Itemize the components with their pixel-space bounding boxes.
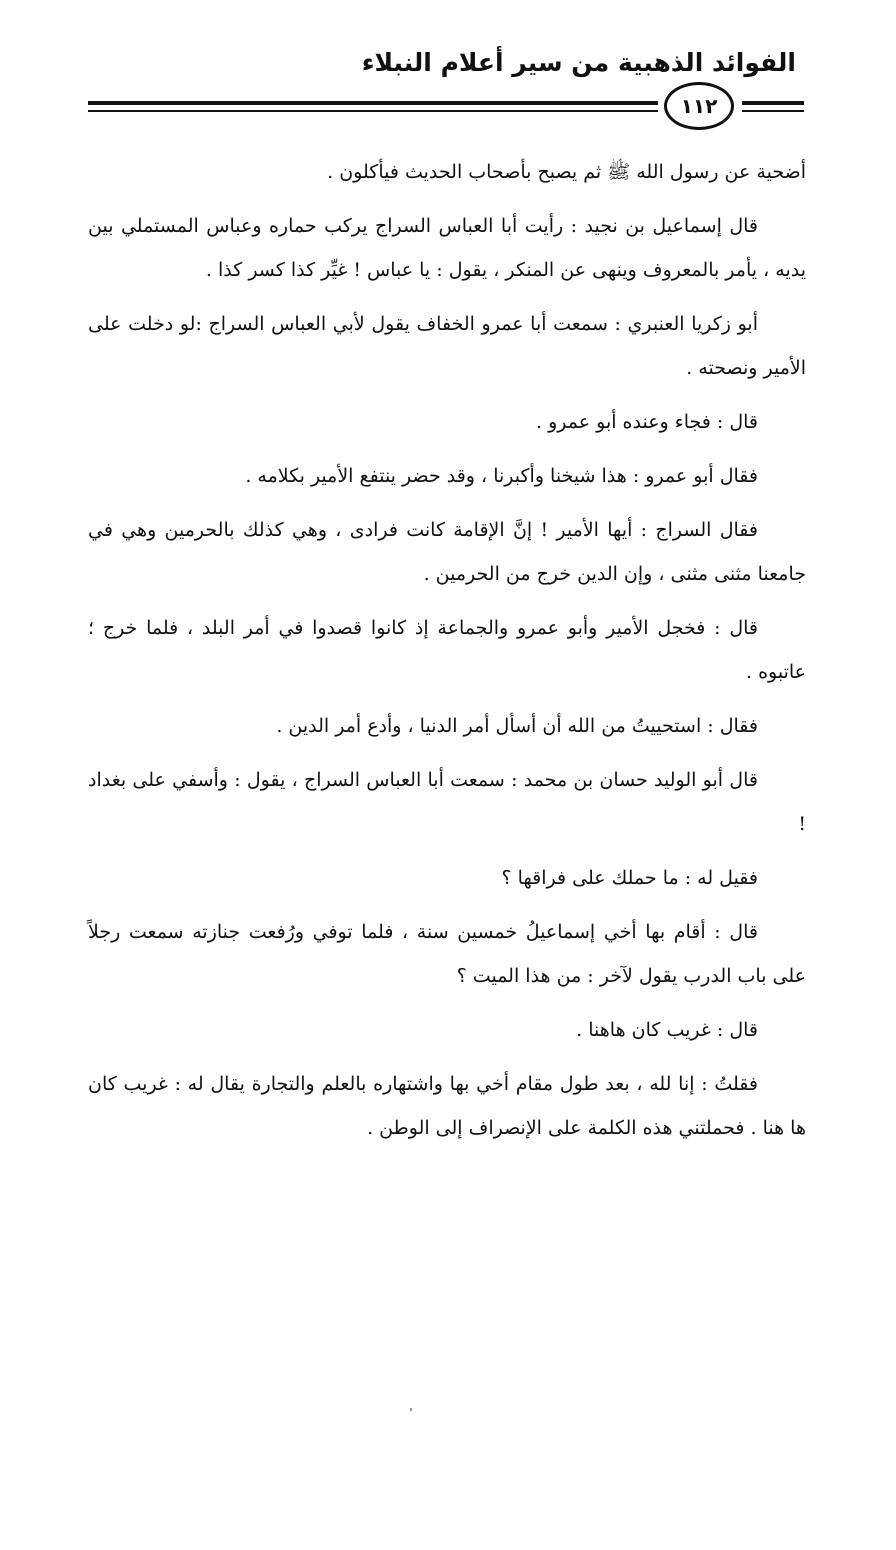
- paragraph: قال : فجاء وعنده أبو عمرو .: [536, 411, 758, 433]
- paragraph: فقال : استحييتُ من الله أن أسأل أمر الدنيا ، وأدع أمر الدين .: [276, 715, 758, 737]
- paragraph: فقيل له : ما حملك على فراقها ؟: [501, 867, 758, 889]
- paragraph: أضحية عن رسول الله ﷺ ثم يصبح بأصحاب الحديث فيأكلون .: [327, 161, 806, 183]
- header-rule-thin: [88, 110, 658, 112]
- paragraph: قال : فخجل الأمير وأبو عمرو والجماعة إذ كانوا قصدوا في أمر البلد ، فلما خرج ؛ عاتبوه .: [88, 617, 806, 683]
- paragraph: قال إسماعيل بن نجيد : رأيت أبا العباس السراج يركب حماره وعباس المستملي بين يديه ، يأمر بالمعروف وينهى عن المنكر ، يقول : يا عباس ! غيِّر كذا كسر كذا .: [88, 215, 806, 281]
- paragraph: فقلتُ : إنا لله ، بعد طول مقام أخي بها واشتهاره بالعلم والتجارة يقال له : غريب كان ها هنا . فحملتني هذه الكلمة على الإنصراف إلى الوطن .: [88, 1073, 806, 1139]
- paragraph: قال : أقام بها أخي إسماعيلُ خمسين سنة ، فلما توفي ورُفعت جنازته سمعت رجلاً على باب الدرب يقول لآخر : من هذا الميت ؟: [88, 921, 806, 987]
- header-rule-right-thin: [742, 110, 804, 112]
- scan-speck: [410, 1408, 412, 1411]
- paragraph: قال أبو الوليد حسان بن محمد : سمعت أبا العباس السراج ، يقول : وأسفي على بغداد !: [88, 769, 806, 835]
- running-title: الفوائد الذهبية من سير أعلام النبلاء: [361, 48, 796, 77]
- paragraph: فقال أبو عمرو : هذا شيخنا وأكبرنا ، وقد حضر ينتفع الأمير بكلامه .: [245, 465, 758, 487]
- body-text: [88, 150, 806, 1160]
- paragraph: قال : غريب كان هاهنا .: [576, 1019, 758, 1041]
- paragraph: فقال السراج : أيها الأمير ! إنَّ الإقامة كانت فرادى ، وهي كذلك بالحرمين وهي في جامعنا مثنى مثنى ، وإن الدين خرج من الحرمين .: [88, 519, 806, 585]
- header-rule-right-thick: [742, 101, 804, 105]
- header-rule-thick: [88, 101, 658, 105]
- page-number: ١١٢: [664, 82, 734, 130]
- paragraph: أبو زكريا العنبري : سمعت أبا عمرو الخفاف يقول لأبي العباس السراج :لو دخلت على الأمير ونصحته .: [88, 313, 806, 379]
